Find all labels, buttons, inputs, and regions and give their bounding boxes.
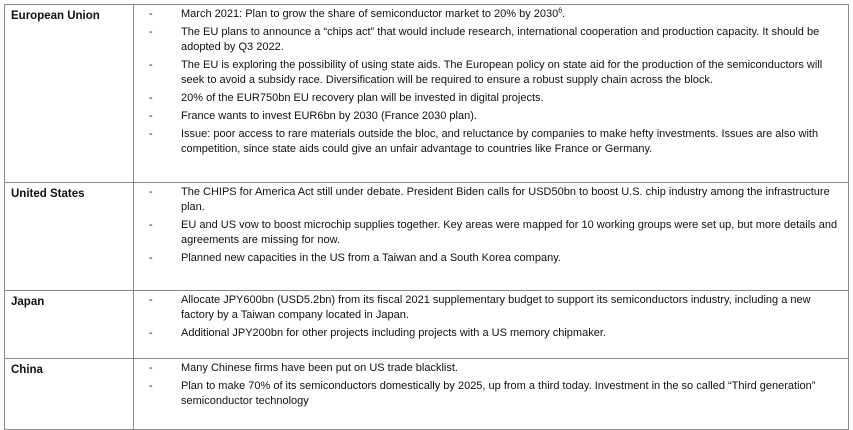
bullet-text: EU and US vow to boost microchip supplies together. Key areas were mapped for 10 working groups were set up, but more details and agreements are missing for now.: [181, 219, 838, 246]
bullet-text: The EU is exploring the possibility of using state aids. The European policy on state aid for the production of the semiconductors will seek to avoid a subsidy race. Diversification will be required to ensure a robust supply chain across the block.: [181, 59, 823, 86]
bullet-text: Many Chinese firms have been put on US trade blacklist.: [181, 362, 458, 374]
dash-marker: -: [149, 294, 153, 306]
bullet-text: Allocate JPY600bn (USD5.2bn) from its fiscal 2021 supplementary budget to support its semiconductors industry, including a new factory by a Taiwan company located in Japan.: [181, 294, 811, 321]
region-text: United States: [11, 188, 85, 200]
dash-marker: -: [149, 252, 153, 264]
list-item: [134, 361, 842, 376]
dash-marker: -: [149, 219, 153, 231]
list-item: [134, 109, 842, 124]
region-content-eu: [134, 5, 849, 183]
bullet-text: The CHIPS for America Act still under debate. President Biden calls for USD50bn to boost U.S. chip industry among the infrastructure plan.: [181, 186, 830, 213]
list-item: [134, 185, 842, 215]
region-label-eu: [5, 5, 134, 183]
bullet-text: France wants to invest EUR6bn by 2030 (France 2030 plan).: [181, 110, 477, 122]
region-content-china: [134, 359, 849, 430]
dash-marker: -: [149, 92, 153, 104]
list-item: [134, 58, 842, 88]
bullet-text: The EU plans to announce a “chips act” that would include research, international cooperation and production capacity. It should be adopted by Q3 2022.: [181, 26, 820, 53]
dash-marker: -: [149, 128, 153, 140]
list-item: [134, 25, 842, 55]
bullet-text: March 2021: Plan to grow the share of semiconductor market to 20% by 2030: [181, 8, 559, 20]
list-item: [134, 218, 842, 248]
bullet-list: [134, 361, 842, 409]
bullet-list: [134, 185, 842, 266]
list-item: [134, 326, 842, 341]
dash-marker: -: [149, 380, 153, 392]
bullet-text: Planned new capacities in the US from a Taiwan and a South Korea company.: [181, 252, 561, 264]
dash-marker: -: [149, 26, 153, 38]
list-item: [134, 91, 842, 106]
region-label-us: [5, 183, 134, 291]
dash-marker: -: [149, 8, 153, 20]
list-item: [134, 379, 842, 409]
bullet-list: [134, 293, 842, 341]
bullet-text: Plan to make 70% of its semiconductors domestically by 2025, up from a third today. Investment in the so called “Third generation” semiconductor technology: [181, 380, 816, 407]
table-row: [5, 5, 849, 183]
region-text: China: [11, 364, 43, 376]
dash-marker: -: [149, 362, 153, 374]
region-label-china: [5, 359, 134, 430]
dash-marker: -: [149, 186, 153, 198]
table-row: [5, 359, 849, 430]
bullet-text: Additional JPY200bn for other projects including projects with a US memory chipmaker.: [181, 327, 606, 339]
region-content-us: [134, 183, 849, 291]
bullet-text: 20% of the EUR750bn EU recovery plan will be invested in digital projects.: [181, 92, 544, 104]
region-content-japan: [134, 291, 849, 359]
region-text: Japan: [11, 296, 45, 308]
footnote-marker: 6: [558, 7, 563, 15]
policy-table: [4, 4, 849, 430]
list-item: [134, 127, 842, 157]
bullet-list: [134, 7, 842, 157]
list-item: [134, 7, 842, 22]
dash-marker: -: [149, 59, 153, 71]
region-text: European Union: [11, 10, 100, 22]
region-label-japan: [5, 291, 134, 359]
list-item: [134, 251, 842, 266]
table-row: [5, 291, 849, 359]
dash-marker: -: [149, 327, 153, 339]
bullet-text-suffix: .: [562, 8, 566, 20]
list-item: [134, 293, 842, 323]
bullet-text: Issue: poor access to rare materials outside the bloc, and reluctance by companies to make hefty investments. Issues are also with competition, since state aids could give an unfair advantage to countries like France or Germany.: [181, 128, 819, 155]
table-row: [5, 183, 849, 291]
dash-marker: -: [149, 110, 153, 122]
